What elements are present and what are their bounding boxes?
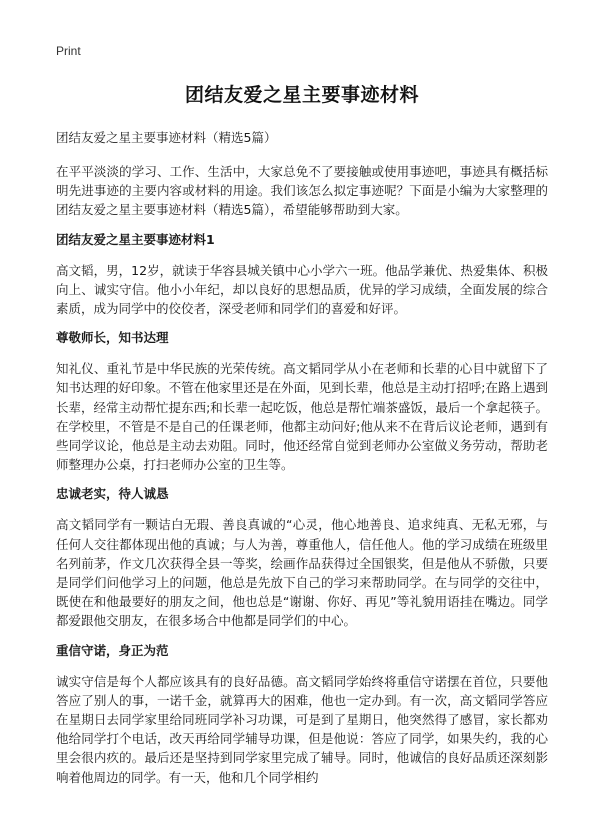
document-subtitle: 团结友爱之星主要事迹材料（精选5篇） <box>56 130 277 145</box>
section-heading-3: 忠诚老实，待人诚恳 <box>56 486 169 502</box>
print-link[interactable]: Print <box>56 44 81 58</box>
section-paragraph-4: 诚实守信是每个人都应该具有的良好品德。高文韬同学始终将重信守诺摆在首位，只要他答应了别人的事，一诺千金，就算再大的困难，他也一定办到。有一次，高文韬同学答应在星期日去同学家里给同班同学补习功课，可是到了星期日，他突然得了感冒，家长都劝他给同学打个电话，改天再给同学辅导功课，但是他说：答应了同学，如果失约，我的心里会很内疚的。最后还是坚持到同学家里完成了辅导。同时，他诚信的良好品质还深刻影响着他周边的同学。有一天，他和几个同学相约 <box>56 673 548 785</box>
document-body <box>56 80 548 797</box>
section-paragraph-3: 高文韬同学有一颗诘白无瑕、善良真诚的“心灵，他心地善良、追求纯真、无私无邪，与任何人交往都体现出他的真诚；与人为善，尊重他人，信任他人。他的学习成绩在班级里名列前茅，作文几次获得全县一等奖，绘画作品获得过全国银奖，但是他从不骄傲，只要是同学们问他学习上的问题，他总是先放下自己的学习来帮助同学。在与同学的交往中，既使在和他最要好的朋友之间，他也总是“谢谢、你好、再见”等礼貌用语挂在嘴边。同学都爱跟他交朋友，在很多场合中他都是同学们的中心。 <box>56 517 548 629</box>
section-paragraph-2: 知礼仪、重礼节是中华民族的光荣传统。高文韬同学从小在老师和长辈的心目中就留下了知书达理的好印象。不管在他家里还是在外面，见到长辈，他总是主动打招呼;在路上遇到长辈，经常主动帮忙提东西;和长辈一起吃饭，他总是帮忙端茶盛饭，最后一个拿起筷子。在学校里，不管是不是自己的任课老师，他都主动问好;他从来不在背后议论老师，遇到有些同学议论，他总是主动去劝阻。同时，他还经常自觉到老师办公室做义务劳动，帮助老师整理办公桌，打扫老师办公室的卫生等。 <box>56 361 548 473</box>
document-title: 团结友爱之星主要事迹材料 <box>184 84 419 106</box>
section-heading-2: 尊敬师长，知书达理 <box>56 330 169 346</box>
section-heading-1: 团结友爱之星主要事迹材料1 <box>56 231 215 247</box>
intro-paragraph: 在平平淡淡的学习、工作、生活中，大家总免不了要接触或使用事迹吧，事迹具有概括标明先进事迹的主要内容或材料的用途。我们该怎么拟定事迹呢？下面是小编为大家整理的团结友爱之星主要事迹材料（精选5篇），希望能够帮助到大家。 <box>56 164 548 218</box>
section-paragraph-1: 高文韬，男，12岁，就读于华容县城关镇中心小学六一班。他品学兼优、热爱集体、积极向上、诚实守信。他小小年纪，却以良好的思想品质，优异的学习成绩，全面发展的综合素质，成为同学中的佼佼者，深受老师和同学们的喜爱和好评。 <box>56 262 548 317</box>
section-heading-4: 重信守诺，身正为范 <box>56 642 169 658</box>
